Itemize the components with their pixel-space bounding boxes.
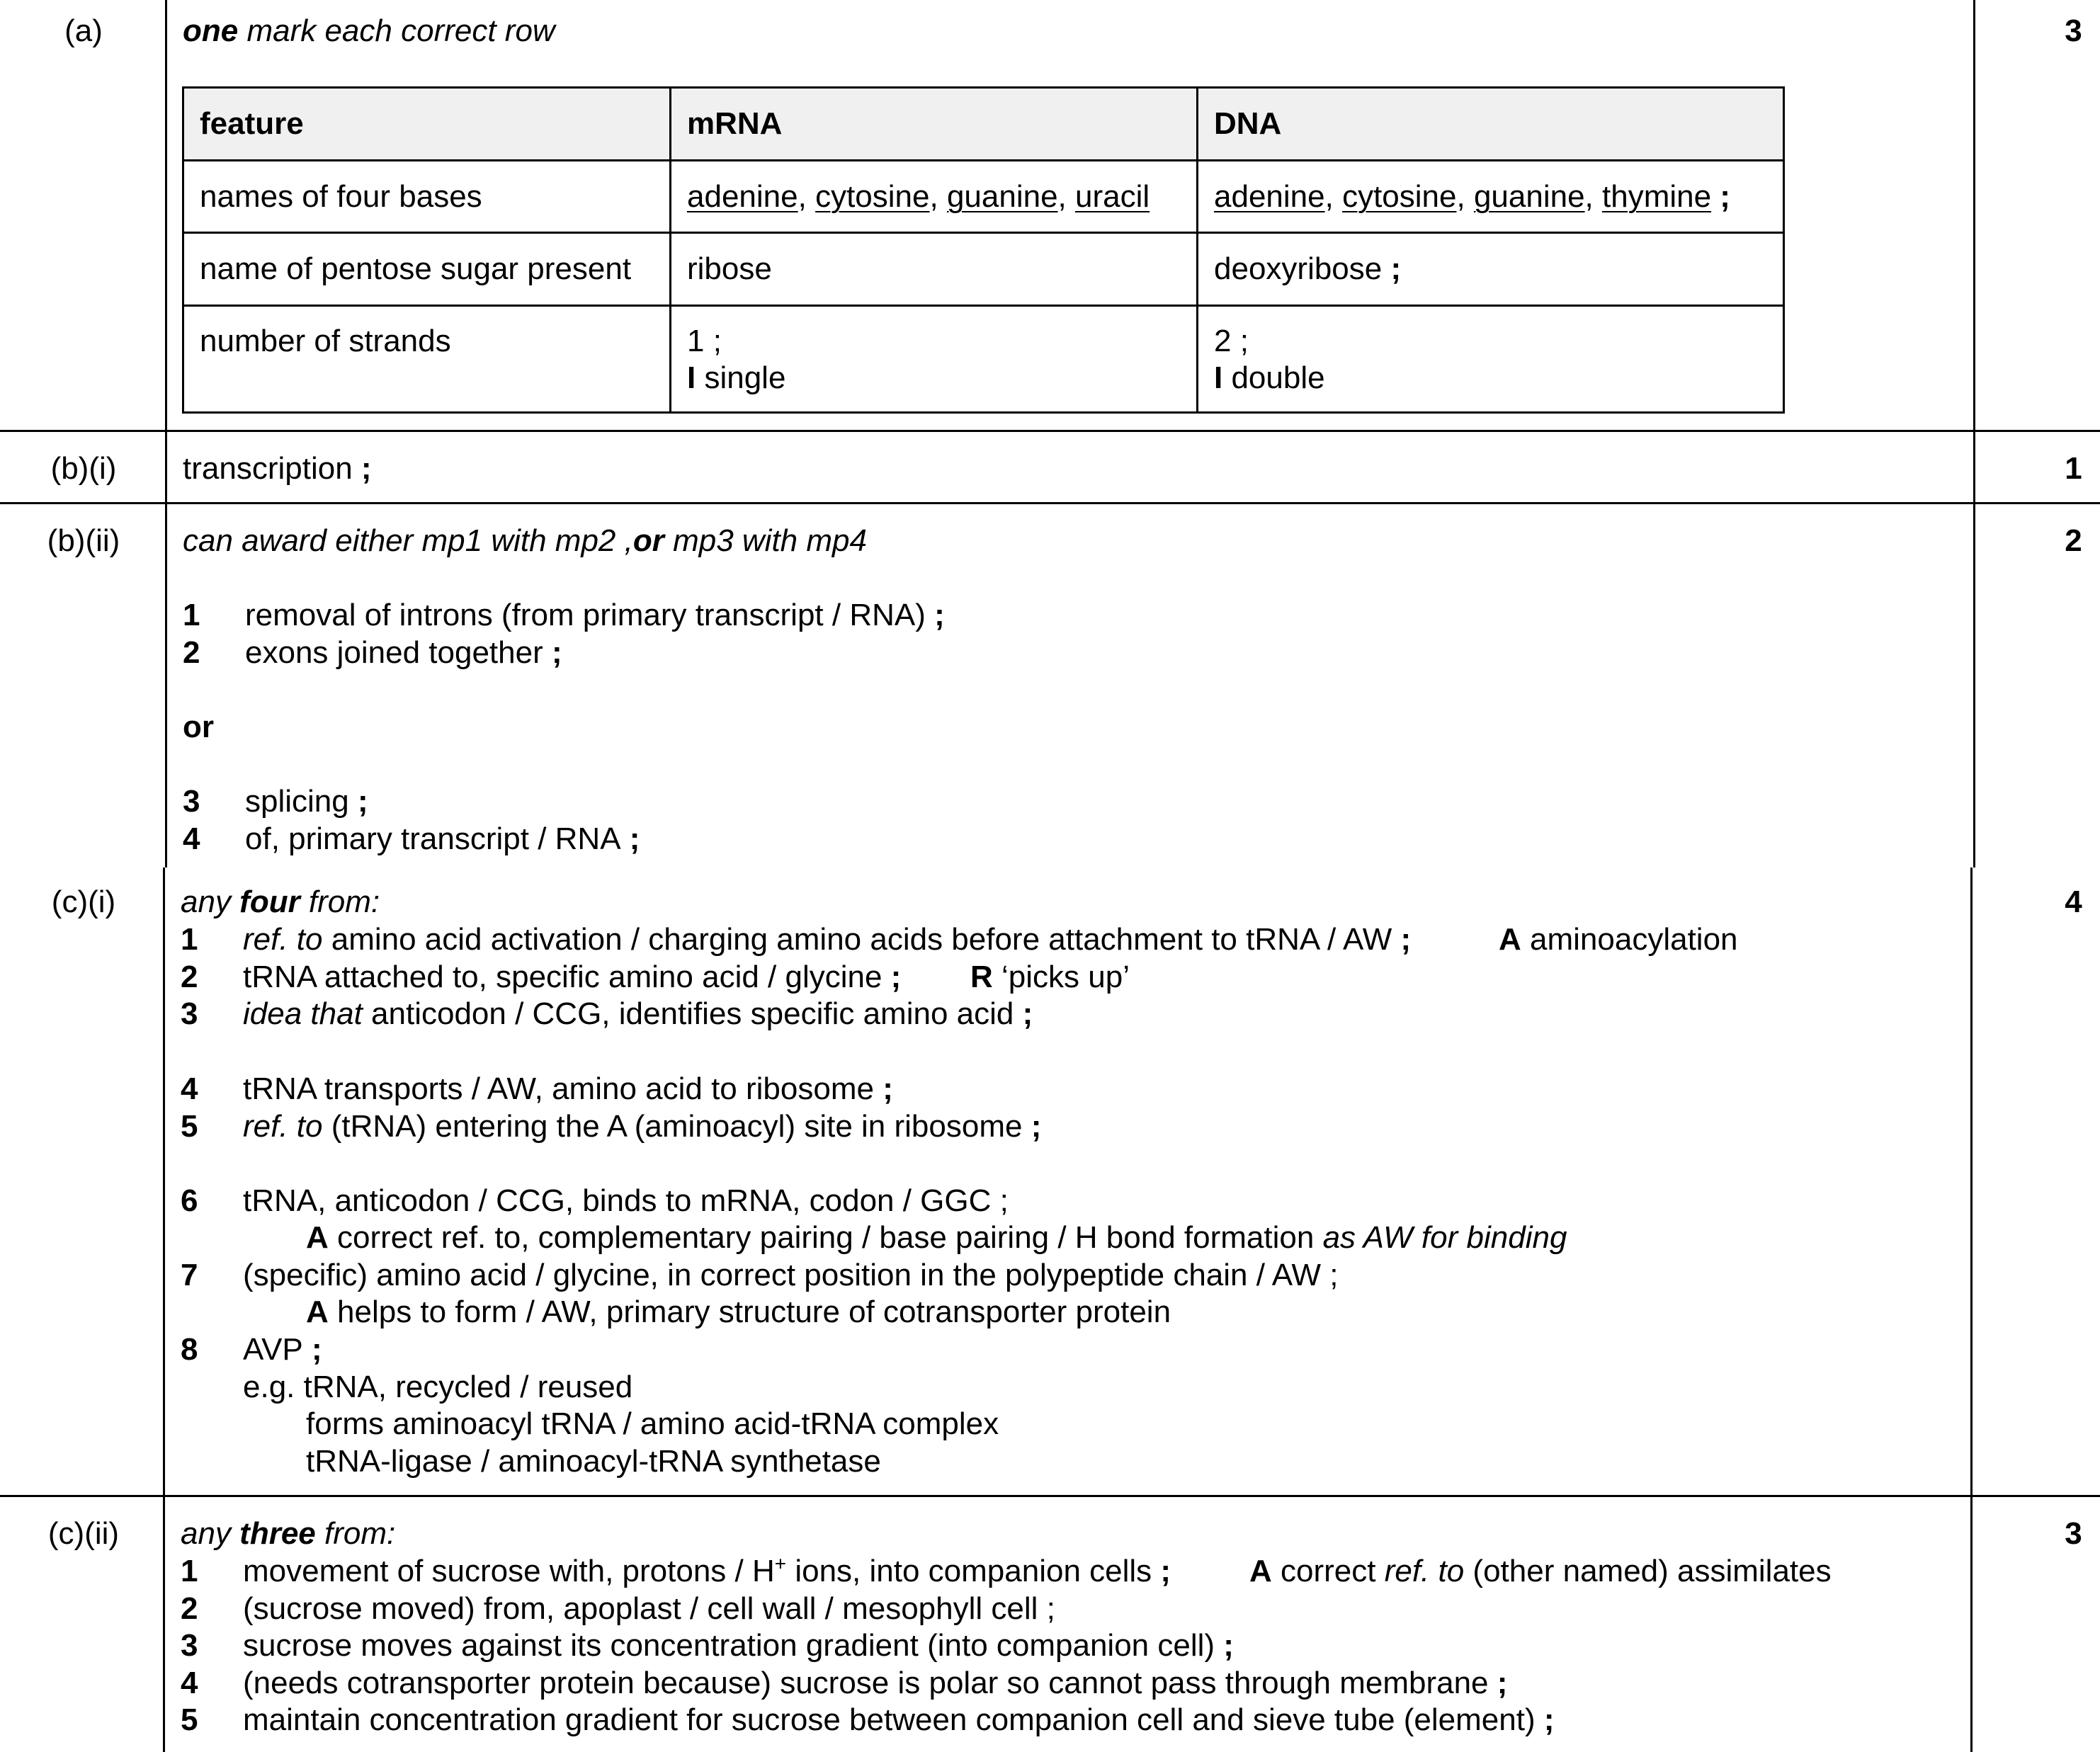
point-body: ions, into companion cells: [786, 1554, 1152, 1588]
row2-mrna: ribose: [687, 251, 772, 286]
marks-ci: 4: [2065, 884, 2082, 919]
row3-mrna-text: single: [696, 360, 786, 395]
divider-left-top: [165, 0, 167, 868]
base-adenine: adenine: [1214, 179, 1325, 214]
example-line: e.g. tRNA, recycled / reused: [243, 1370, 633, 1404]
row1-mrna: [687, 178, 1150, 215]
point-number: 1: [183, 598, 200, 632]
table-rule: [184, 232, 1783, 234]
mark-semicolon: ;: [1535, 1702, 1555, 1737]
row3-feature: number of strands: [200, 324, 451, 358]
mark-semicolon: ;: [1152, 1554, 1171, 1588]
question-label-cii: (c)(ii): [47, 1516, 120, 1551]
ignore-marker: I: [1214, 360, 1223, 395]
point-body: tRNA attached to, specific amino acid / glycine: [243, 960, 882, 994]
point-text: [243, 959, 901, 996]
base-adenine: adenine: [687, 179, 798, 214]
separator: ,: [798, 179, 816, 214]
table-col-rule: [669, 89, 671, 411]
row3-dna-line1: 2 ;: [1214, 324, 1249, 358]
mark-semicolon: ;: [925, 598, 945, 632]
mark-semicolon: ;: [1382, 251, 1402, 286]
point-number: 3: [181, 1628, 198, 1663]
point-body: movement of sucrose with, protons / H: [243, 1554, 775, 1588]
marks-cii: 3: [2065, 1516, 2082, 1551]
separator: ,: [1324, 179, 1343, 214]
base-thymine: thymine: [1602, 179, 1712, 214]
instruction-text: from:: [300, 884, 380, 919]
instruction-text: any: [181, 884, 240, 919]
mark-semicolon: ;: [348, 784, 368, 819]
point-text: [243, 1665, 1507, 1702]
header-feature: feature: [200, 106, 304, 141]
accept-text: (other named) assimilates: [1464, 1554, 1832, 1588]
mark-semicolon: ;: [302, 1332, 322, 1367]
accept-note: [306, 1219, 1567, 1256]
mark-semicolon: ;: [620, 821, 640, 856]
point-number: 7: [181, 1258, 198, 1292]
table-rule: [184, 159, 1783, 161]
mark-semicolon: ;: [1215, 1628, 1234, 1663]
point-body: of, primary transcript / RNA: [245, 821, 621, 856]
point-number: 4: [181, 1666, 198, 1700]
point-body: (needs cotransporter protein because) sucrose is polar so cannot pass through membrane: [243, 1666, 1489, 1700]
ref-to: ref. to: [243, 1109, 323, 1144]
answer-bi-text: transcription: [183, 451, 353, 486]
separator: ,: [929, 179, 947, 214]
instruction-cii: [181, 1515, 395, 1552]
point-body: anticodon / CCG, identifies specific amino acid: [362, 996, 1014, 1031]
point-text: [243, 996, 1033, 1033]
ref-to: ref. to: [1384, 1554, 1465, 1588]
point-number: 1: [181, 1554, 198, 1588]
point-number: 4: [183, 821, 200, 856]
mark-semicolon: ;: [873, 1071, 893, 1106]
row3-mrna-line2: [687, 360, 785, 397]
point-number: 6: [181, 1183, 198, 1218]
point-body: AVP: [243, 1332, 303, 1367]
point-body: maintain concentration gradient for sucrose between companion cell and sieve tube (element): [243, 1702, 1536, 1737]
example-line: forms aminoacyl tRNA / amino acid-tRNA complex: [306, 1406, 999, 1441]
question-label-bi: (b)(i): [50, 451, 117, 486]
point-text: tRNA, anticodon / CCG, binds to mRNA, codon / GGC ;: [243, 1183, 1009, 1218]
divider-right-top: [1973, 0, 1975, 868]
separator: ,: [1584, 179, 1602, 214]
point-text: (specific) amino acid / glycine, in correct position in the polypeptide chain / AW ;: [243, 1258, 1339, 1292]
marks-bii: 2: [2065, 523, 2082, 558]
accept-marker: A: [1249, 1554, 1272, 1588]
instruction-bii-2: mp3 with mp4: [664, 523, 867, 558]
point-number: 4: [181, 1071, 198, 1106]
accept-text: correct ref. to, complementary pairing / base pairing / H bond formation: [328, 1220, 1323, 1255]
point-text: [243, 1553, 1171, 1590]
marks-bi: 1: [2065, 451, 2082, 486]
row3-dna-text: double: [1222, 360, 1325, 395]
mark-semicolon: ;: [352, 451, 372, 486]
point-number: 8: [181, 1332, 198, 1367]
table-col-rule: [1196, 89, 1198, 411]
point-body: sucrose moves against its concentration gradient (into companion cell): [243, 1628, 1215, 1663]
divider-left-bottom: [163, 868, 165, 1752]
instruction-count: three: [239, 1516, 316, 1551]
accept-marker: A: [1499, 922, 1521, 957]
row2-dna-text: deoxyribose: [1214, 251, 1383, 286]
accept-text: aminoacylation: [1521, 922, 1738, 957]
table-header-row: [184, 89, 1783, 159]
accept-text: correct: [1271, 1554, 1385, 1588]
superscript-plus: +: [774, 1552, 787, 1575]
point-text: [243, 1702, 1555, 1739]
instruction-a-text: mark each correct row: [238, 13, 555, 48]
point-number: 5: [181, 1702, 198, 1737]
instruction-bii-or: or: [632, 523, 664, 558]
point-body: tRNA transports / AW, amino acid to ribosome: [243, 1071, 874, 1106]
instruction-a: [183, 13, 555, 50]
or-separator: or: [183, 710, 214, 744]
point-number: 3: [181, 996, 198, 1031]
accept-note: [1249, 1553, 1832, 1590]
question-label-a: (a): [64, 13, 103, 48]
accept-marker: A: [306, 1220, 329, 1255]
header-dna: DNA: [1214, 106, 1282, 141]
accept-note: [306, 1294, 1171, 1331]
instruction-count: four: [239, 884, 300, 919]
row-divider-cii: [0, 1495, 2100, 1497]
mark-semicolon: ;: [1022, 1109, 1042, 1144]
table-rule: [184, 305, 1783, 307]
answer-bi: [183, 450, 372, 487]
point-number: 1: [181, 922, 198, 957]
point-number: 2: [183, 635, 200, 670]
base-uracil: uracil: [1075, 179, 1150, 214]
point-body: splicing: [245, 784, 349, 819]
row-divider-a: [0, 430, 2100, 432]
row2-dna: [1214, 251, 1401, 288]
row2-feature: name of pentose sugar present: [200, 251, 632, 286]
base-cytosine: cytosine: [815, 179, 930, 214]
instruction-a-bold: one: [183, 13, 239, 48]
marks-a: 3: [2065, 13, 2082, 48]
mark-semicolon: ;: [1488, 1666, 1508, 1700]
point-number: 5: [181, 1109, 198, 1144]
ignore-marker: I: [687, 360, 696, 395]
point-body: removal of introns (from primary transcript / RNA): [245, 598, 926, 632]
mark-semicolon: ;: [1392, 922, 1412, 957]
accept-text: helps to form / AW, primary structure of cotransporter protein: [328, 1295, 1171, 1329]
question-label-ci: (c)(i): [51, 884, 116, 919]
mark-semicolon: ;: [882, 960, 902, 994]
point-number: 2: [181, 960, 198, 994]
point-text: [245, 635, 562, 671]
mark-semicolon: ;: [543, 635, 562, 670]
point-body: (tRNA) entering the A (aminoacyl) site in ribosome: [322, 1109, 1023, 1144]
point-body: exons joined together: [245, 635, 543, 670]
mark-semicolon: ;: [1711, 179, 1730, 214]
header-mrna: mRNA: [687, 106, 783, 141]
point-text: [243, 1108, 1041, 1145]
point-number: 2: [181, 1591, 198, 1626]
row3-mrna-line1: 1 ;: [687, 324, 722, 358]
row3-dna-line2: [1214, 360, 1325, 397]
accept-note: [1499, 921, 1738, 958]
row1-dna: [1214, 178, 1730, 215]
point-text: [243, 1071, 893, 1108]
row1-feature: names of four bases: [200, 179, 482, 214]
point-number: 3: [183, 784, 200, 819]
row-divider-bi: [0, 502, 2100, 504]
ref-to: ref. to: [243, 922, 323, 957]
base-guanine: guanine: [946, 179, 1058, 214]
separator: ,: [1456, 179, 1474, 214]
divider-right-bottom: [1970, 868, 1973, 1752]
point-text: [243, 1627, 1234, 1664]
point-text: [243, 1331, 322, 1368]
point-text: [245, 783, 368, 820]
point-text: (sucrose moved) from, apoplast / cell wall / mesophyll cell ;: [243, 1591, 1055, 1626]
instruction-bii: [183, 523, 867, 559]
reject-marker: R: [970, 960, 993, 994]
question-label-bii: (b)(ii): [47, 523, 120, 558]
instruction-text: any: [181, 1516, 240, 1551]
base-guanine: guanine: [1473, 179, 1585, 214]
separator: ,: [1057, 179, 1075, 214]
point-body: amino acid activation / charging amino acids before attachment to tRNA / AW: [322, 922, 1392, 957]
idea-that: idea that: [243, 996, 363, 1031]
accept-marker: A: [306, 1295, 329, 1329]
point-text: [243, 921, 1411, 958]
mark-semicolon: ;: [1014, 996, 1033, 1031]
feature-comparison-table: [182, 86, 1785, 414]
instruction-ci: [181, 884, 380, 921]
instruction-text: from:: [315, 1516, 396, 1551]
reject-note: [970, 959, 1130, 996]
example-line: tRNA-ligase / aminoacyl-tRNA synthetase: [306, 1444, 881, 1479]
accept-italic: as AW for binding: [1322, 1220, 1567, 1255]
point-text: [245, 821, 640, 858]
reject-text: ‘picks up’: [992, 960, 1130, 994]
instruction-bii-1: can award either mp1 with mp2 ,: [183, 523, 633, 558]
base-cytosine: cytosine: [1342, 179, 1457, 214]
point-text: [245, 597, 945, 634]
